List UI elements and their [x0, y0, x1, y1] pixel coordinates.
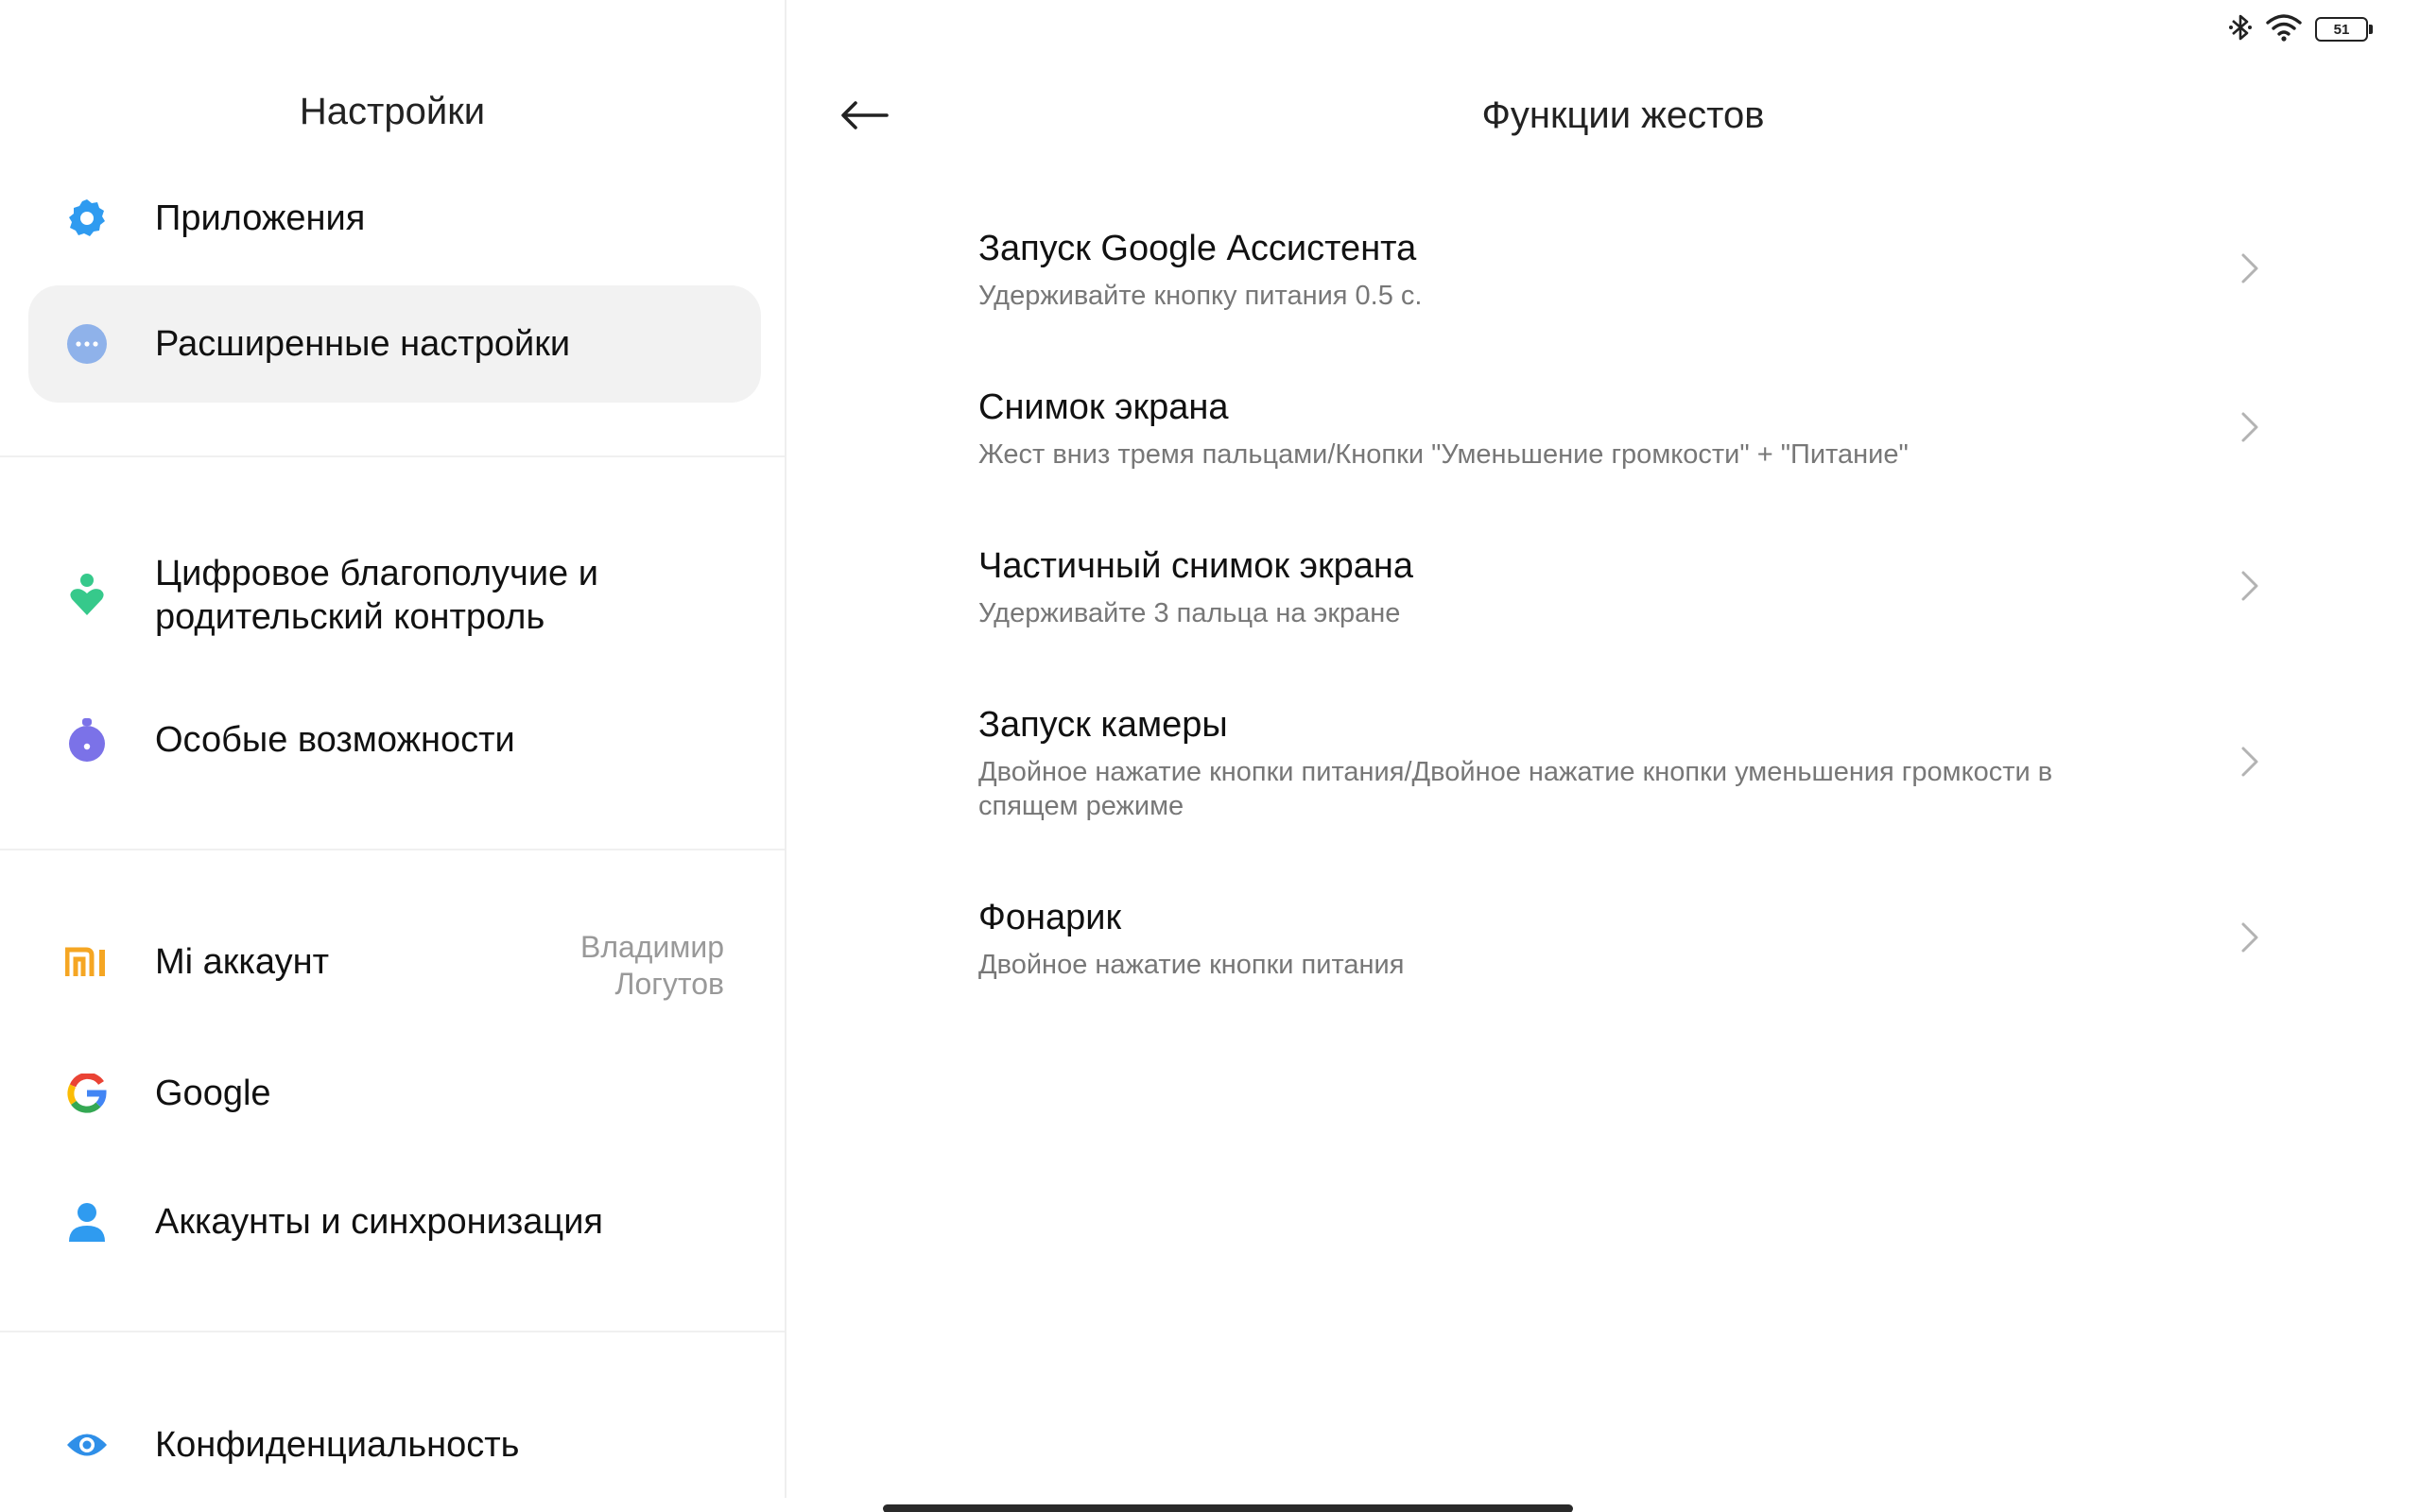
gesture-description: Двойное нажатие кнопки питания/Двойное нажатие кнопки уменьшения громкости в спящем режиме: [978, 757, 2053, 821]
sidebar-item-label: Mi аккаунт: [155, 942, 329, 982]
gesture-title: Запуск Google Ассистента: [978, 229, 1417, 268]
gesture-item-flashlight[interactable]: [945, 896, 2307, 1000]
sidebar-item-accounts-sync[interactable]: [28, 1183, 761, 1261]
sidebar-item-label: Аккаунты и синхронизация: [155, 1202, 603, 1242]
google-g-icon: [64, 1071, 110, 1116]
gesture-item-screenshot[interactable]: [945, 386, 2307, 490]
sidebar-item-privacy[interactable]: [28, 1406, 761, 1484]
gesture-description: Удерживайте 3 пальца на экране: [978, 598, 1401, 628]
gesture-item-google-assistant[interactable]: [945, 227, 2307, 331]
gesture-description: Жест вниз тремя пальцами/Кнопки "Уменьшение громкости" + "Питание": [978, 439, 1909, 470]
sidebar-item-label: Особые возможности: [155, 720, 515, 760]
section-divider: [0, 455, 785, 457]
gear-icon: [64, 196, 110, 241]
page-title: Функции жестов: [1481, 94, 1765, 136]
sidebar-title: Настройки: [299, 91, 486, 132]
gesture-item-partial-screenshot[interactable]: [945, 544, 2307, 648]
sidebar-item-label: Приложения: [155, 198, 366, 238]
sidebar-item-apps[interactable]: [28, 180, 761, 257]
wifi-icon: [2266, 13, 2302, 46]
accessibility-icon: [64, 717, 110, 763]
sidebar-item-label: Цифровое благополучие и родительский контроль: [155, 554, 598, 637]
chevron-right-icon: [2236, 919, 2264, 956]
gesture-title: Частичный снимок экрана: [978, 546, 1414, 586]
sidebar-item-advanced-settings[interactable]: [28, 285, 761, 403]
battery-icon: [2315, 17, 2368, 42]
section-divider: [0, 1331, 785, 1332]
user-icon: [64, 1199, 110, 1245]
chevron-right-icon: [2236, 408, 2264, 446]
sidebar-item-accessibility[interactable]: [28, 701, 761, 779]
more-dots-icon: [64, 321, 110, 367]
chevron-right-icon: [2236, 567, 2264, 605]
sidebar-item-google[interactable]: [28, 1055, 761, 1132]
panel-divider: [785, 0, 786, 1498]
eye-icon: [64, 1422, 110, 1468]
chevron-right-icon: [2236, 743, 2264, 781]
wellbeing-icon: [64, 573, 110, 618]
account-name: Владимир Логутов: [579, 930, 724, 1001]
mi-logo-icon: [64, 939, 110, 985]
sidebar-item-label: Расширенные настройки: [155, 324, 571, 364]
chevron-right-icon: [2236, 249, 2264, 287]
bluetooth-icon: [2228, 11, 2253, 48]
sidebar-item-label: Конфиденциальность: [155, 1425, 520, 1465]
sidebar-item-digital-wellbeing[interactable]: [28, 539, 761, 652]
gesture-title: Запуск камеры: [978, 705, 1228, 745]
battery-level: 51: [2333, 21, 2350, 38]
sidebar-item-label: Google: [155, 1074, 271, 1113]
section-divider: [0, 849, 785, 850]
status-icons: [2228, 13, 2368, 45]
gesture-title: Снимок экрана: [978, 387, 1229, 427]
gesture-description: Двойное нажатие кнопки питания: [978, 950, 1405, 980]
gesture-item-camera-launch[interactable]: [945, 703, 2307, 835]
gesture-description: Удерживайте кнопку питания 0.5 с.: [978, 281, 1423, 311]
home-indicator[interactable]: [883, 1504, 1573, 1512]
gesture-title: Фонарик: [978, 898, 1122, 937]
settings-sidebar: [0, 0, 785, 1512]
sidebar-item-mi-account[interactable]: [28, 915, 761, 1009]
